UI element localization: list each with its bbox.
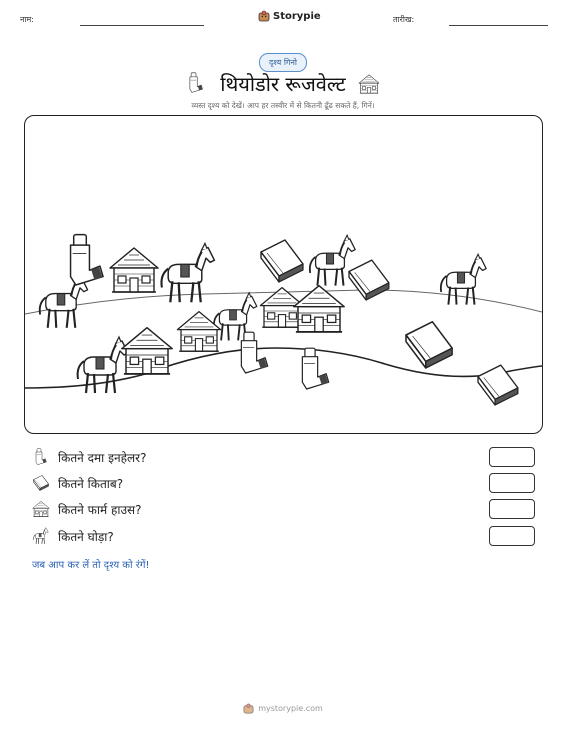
answer-box-farmhouse[interactable] — [489, 499, 535, 519]
question-text: कितने फार्म हाउस? — [58, 502, 142, 517]
date-line[interactable] — [449, 25, 548, 26]
question-row-book — [32, 473, 123, 493]
date-label: तारीख: — [393, 15, 415, 24]
answer-box-inhaler[interactable] — [489, 447, 535, 467]
horse-icon — [32, 527, 50, 545]
farmhouse — [294, 286, 344, 332]
question-text: कितने किताब? — [58, 476, 124, 491]
storypie-logo-icon — [243, 703, 254, 714]
question-row-farmhouse — [32, 499, 142, 519]
answer-box-horse[interactable] — [489, 526, 535, 546]
inhaler — [302, 348, 328, 389]
horse — [310, 235, 355, 285]
book — [349, 260, 389, 300]
book — [261, 240, 303, 282]
scene-count-badge: दृश्य गिनो — [259, 53, 307, 72]
answer-box-book[interactable] — [489, 473, 535, 493]
book — [406, 322, 452, 368]
farmhouse — [122, 328, 172, 374]
storypie-logo-icon — [258, 10, 270, 22]
book-icon — [32, 474, 50, 492]
name-label: नाम: — [20, 15, 34, 24]
brand-logo — [258, 10, 321, 22]
inhaler-icon — [32, 448, 50, 466]
horse — [161, 243, 214, 302]
farmhouse — [177, 312, 220, 352]
farmhouse-icon — [32, 500, 50, 518]
question-row-inhaler — [32, 447, 146, 467]
farmhouse-icon — [358, 74, 380, 94]
instructions: व्यस्त दृश्य को देखें। आप हर तस्वीर में से कितनी ढूँढ सकते हैं, गिनें। — [191, 101, 375, 110]
farmhouse — [110, 248, 158, 292]
brand-name: Storypie — [273, 10, 321, 22]
footer — [0, 703, 566, 714]
question-text: कितने घोड़ा? — [58, 529, 114, 544]
footer-url[interactable]: mystorypie.com — [258, 704, 323, 713]
name-line[interactable] — [80, 25, 204, 26]
busy-scene — [24, 115, 543, 434]
question-row-horse — [32, 526, 114, 546]
inhaler — [71, 235, 104, 285]
page-title: थियोडोर रूजवेल्ट — [220, 72, 346, 96]
question-text: कितने दमा इनहेलर? — [58, 450, 147, 465]
inhaler-icon — [185, 72, 207, 94]
coloring-note: जब आप कर लें तो दृश्य को रंगें! — [32, 560, 150, 571]
inhaler — [241, 332, 267, 373]
